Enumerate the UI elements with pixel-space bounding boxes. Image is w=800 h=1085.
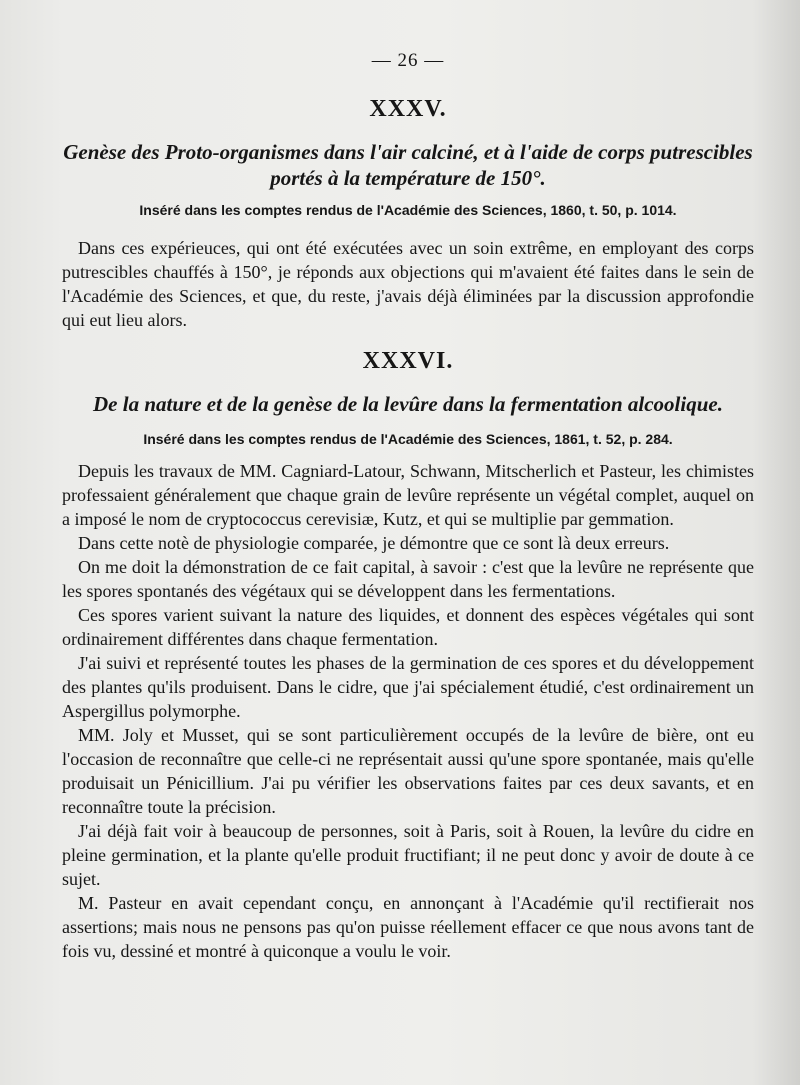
section-heading: XXXVI.	[362, 347, 454, 374]
source-note: Inséré dans les comptes rendus de l'Académie des Sciences, 1861, t. 52, p. 284.	[143, 430, 673, 447]
paragraph: M. Pasteur en avait cependant conçu, en annonçant à l'Académie qu'il rectifierait nos assertions; mais nous ne pensons pas qu'on puisse réellement effacer ce que nous avons tant de fois vu, dessiné et montré à quiconque a voulu le voir.	[62, 892, 754, 961]
article-title: De la nature et de la genèse de la levûre dans la fermentation alcoolique.	[93, 391, 723, 416]
paragraph: MM. Joly et Musset, qui se sont particulièrement occupés de la levûre de bière, ont eu l'occasion de reconnaître que celle-ci ne représentait aussi qu'une spore spontanée, mais qu'elle produisait un Pénicillium. J'ai pu vérifier les observations faites par ces deux savants, et en reconnaître toute la précision.	[62, 724, 754, 817]
paragraph: Ces spores varient suivant la nature des liquides, et donnent des espèces végétales qui sont ordinairement différentes dans chaque fermentation.	[62, 604, 754, 649]
section-xxxvi	[62, 348, 754, 963]
paragraph: J'ai suivi et représenté toutes les phases de la germination de ces spores et du développement des plantes qu'ils produisent. Dans le cidre, que j'ai spécialement étudié, c'est ordinairement un Aspergillus polymorphe.	[62, 652, 754, 721]
paragraph: On me doit la démonstration de ce fait capital, à savoir : c'est que la levûre ne représente que les spores spontanés des végétaux qui se développent dans les fermentations.	[62, 556, 754, 601]
section-gap	[62, 332, 754, 348]
section-xxxv	[62, 96, 754, 332]
page-number: — 26 —	[371, 50, 445, 71]
paragraph: Dans ces expérieuces, qui ont été exécutées avec un soin extrême, en employant des corps putrescibles chauffés à 150°, je réponds aux objections qui m'avaient été faites dans le sein de l'Académie des Sciences, et que, du reste, j'avais déjà éliminées par la discussion approfondie qui eut lieu alors.	[62, 237, 754, 330]
section-heading: XXXV.	[369, 96, 447, 122]
article-title: Genèse des Proto-organismes dans l'air calciné, et à l'aide de corps putrescibles portés à la température de 150°.	[63, 140, 753, 191]
paragraph: Depuis les travaux de MM. Cagniard-Latour, Schwann, Mitscherlich et Pasteur, les chimistes professaient généralement que chaque grain de levûre représente un végétal complet, auquel on a imposé le nom de cryptococcus cerevisiæ, Kutz, et qui se multiplie par gemmation.	[62, 460, 754, 529]
paragraph: J'ai déjà fait voir à beaucoup de personnes, soit à Paris, soit à Rouen, la levûre du cidre en pleine germination, et la plante qu'elle produit fructifiant; il ne peut donc y avoir de doute à ce sujet.	[62, 820, 754, 889]
paragraph: Dans cette notè de physiologie comparée, je démontre que ce sont là deux erreurs.	[78, 532, 670, 553]
source-note: Inséré dans les comptes rendus de l'Académie des Sciences, 1860, t. 50, p. 1014.	[139, 201, 677, 218]
